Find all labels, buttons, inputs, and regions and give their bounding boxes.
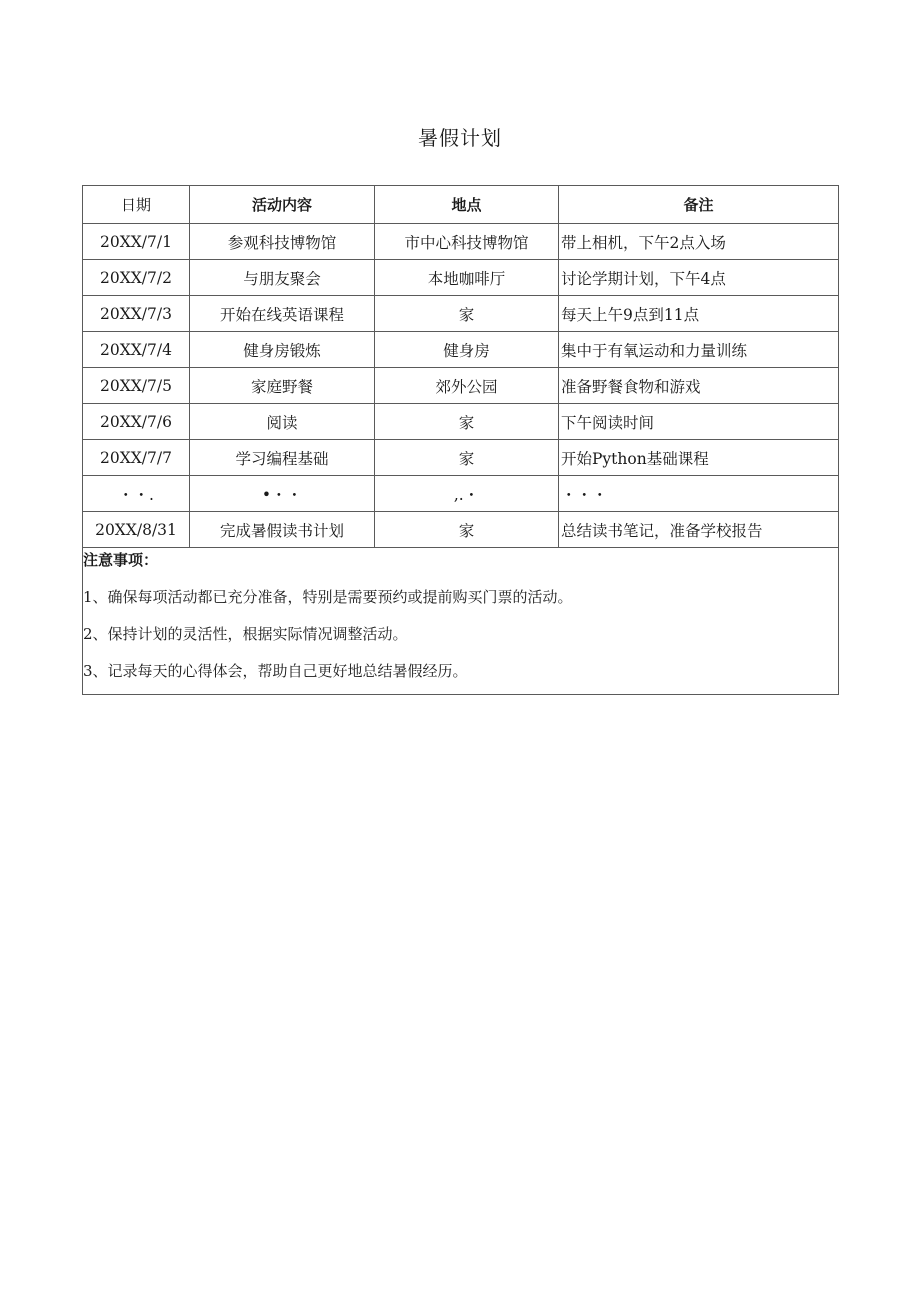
cell-location: 健身房 [375, 332, 559, 368]
cell-remarks: 开始Python基础课程 [559, 440, 839, 476]
table-row [83, 368, 839, 404]
header-remarks: 备注 [559, 186, 839, 224]
table-row [83, 332, 839, 368]
table-row [83, 512, 839, 548]
cell-activity: 健身房锻炼 [190, 332, 375, 368]
cell-date: 20XX/7/7 [83, 440, 190, 476]
table-row [83, 440, 839, 476]
cell-remarks: 集中于有氧运动和力量训练 [559, 332, 839, 368]
cell-remarks: 带上相机，下午2点入场 [559, 224, 839, 260]
page-title: 暑假计划 [418, 126, 502, 150]
table-row [83, 404, 839, 440]
header-date: 日期 [83, 186, 190, 224]
cell-activity: 阅读 [190, 404, 375, 440]
notes-section [83, 548, 839, 695]
note-item-3: 3、记录每天的心得体会，帮助自己更好地总结暑假经历。 [83, 662, 468, 680]
cell-remarks: 准备野餐食物和游戏 [559, 368, 839, 404]
cell-location: ,.・ [375, 476, 559, 512]
table-row [83, 296, 839, 332]
cell-activity: •・・ [190, 476, 375, 512]
cell-activity: 家庭野餐 [190, 368, 375, 404]
cell-remarks: 总结读书笔记，准备学校报告 [559, 512, 839, 548]
cell-date: 20XX/7/1 [83, 224, 190, 260]
cell-location: 郊外公园 [375, 368, 559, 404]
summer-plan-table [82, 185, 839, 695]
cell-date: 20XX/7/6 [83, 404, 190, 440]
cell-activity: 参观科技博物馆 [190, 224, 375, 260]
cell-remarks: 下午阅读时间 [559, 404, 839, 440]
cell-date: 20XX/8/31 [83, 512, 190, 548]
cell-activity: 完成暑假读书计划 [190, 512, 375, 548]
table-row [83, 224, 839, 260]
header-location: 地点 [375, 186, 559, 224]
cell-date: 20XX/7/2 [83, 260, 190, 296]
table-header-row [83, 186, 839, 224]
note-item-2: 2、保持计划的灵活性，根据实际情况调整活动。 [83, 625, 408, 643]
cell-remarks: 每天上午9点到11点 [559, 296, 839, 332]
cell-date: 20XX/7/3 [83, 296, 190, 332]
header-activity: 活动内容 [190, 186, 375, 224]
cell-remarks: 讨论学期计划，下午4点 [559, 260, 839, 296]
cell-location: 家 [375, 440, 559, 476]
cell-date: 20XX/7/5 [83, 368, 190, 404]
cell-location: 家 [375, 512, 559, 548]
table-row-ellipsis [83, 476, 839, 512]
cell-location: 家 [375, 296, 559, 332]
cell-location: 市中心科技博物馆 [375, 224, 559, 260]
cell-location: 本地咖啡厅 [375, 260, 559, 296]
cell-activity: 与朋友聚会 [190, 260, 375, 296]
notes-title: 注意事项： [83, 551, 159, 569]
note-item-1: 1、确保每项活动都已充分准备，特别是需要预约或提前购买门票的活动。 [83, 588, 573, 606]
cell-location: 家 [375, 404, 559, 440]
cell-date: ・・. [83, 476, 190, 512]
cell-activity: 学习编程基础 [190, 440, 375, 476]
cell-date: 20XX/7/4 [83, 332, 190, 368]
cell-remarks: ・・・ [559, 476, 839, 512]
cell-activity: 开始在线英语课程 [190, 296, 375, 332]
notes-row [83, 548, 839, 695]
table-row [83, 260, 839, 296]
